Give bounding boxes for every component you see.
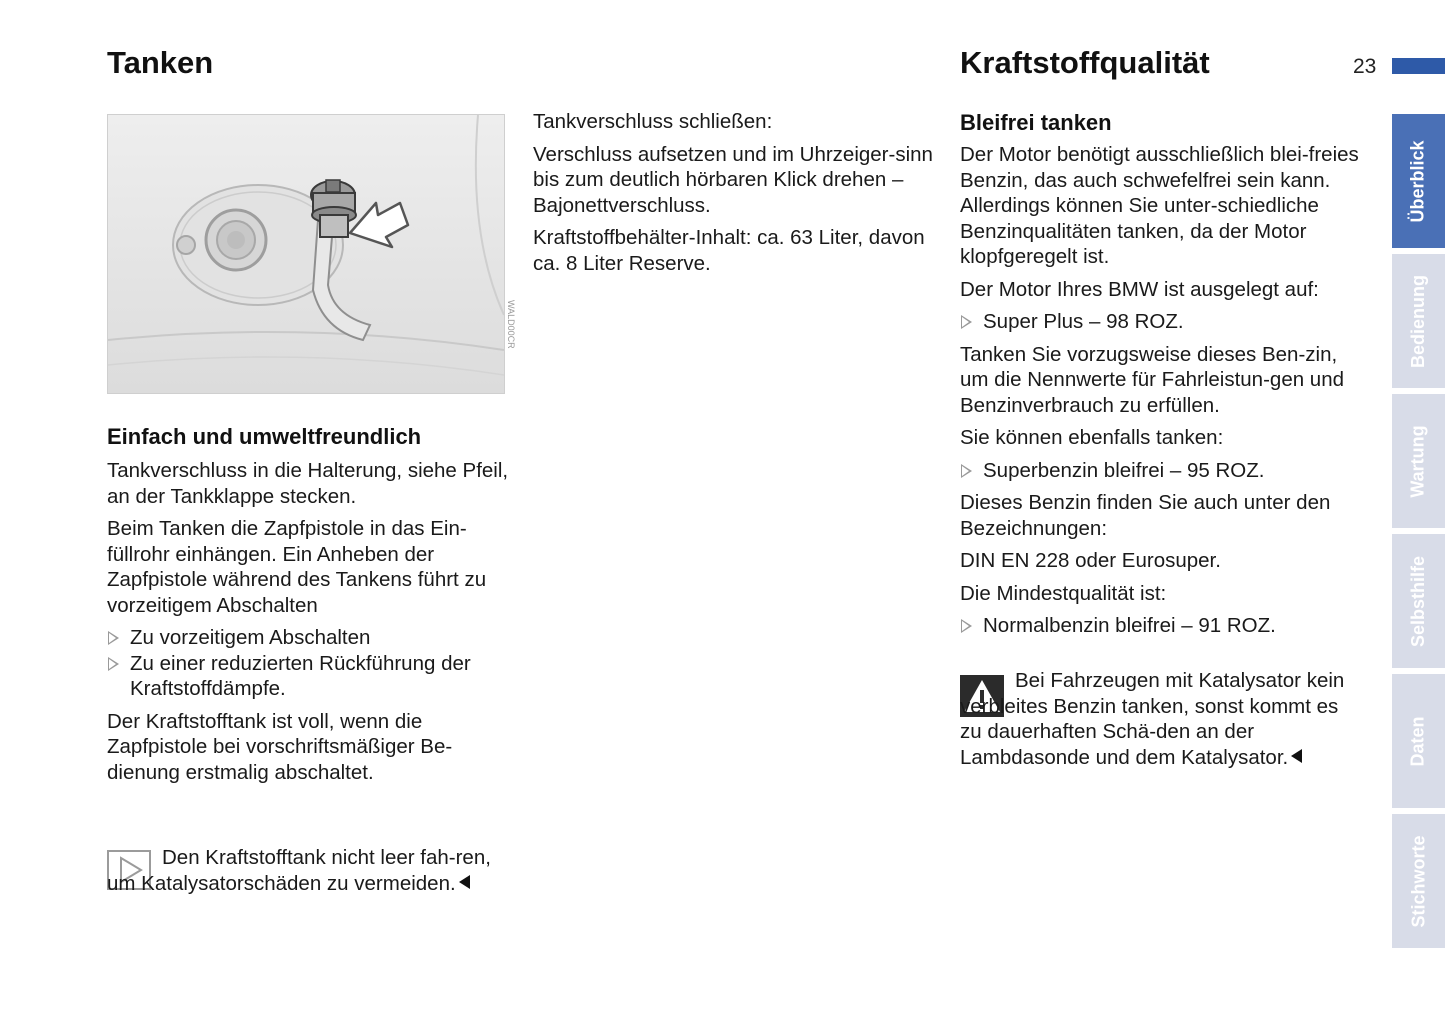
end-mark-icon: [1291, 749, 1302, 763]
list-item: Zu einer reduzierten Rückführung der Kraftstoffdämpfe.: [107, 651, 517, 702]
bullet-triangle-icon: [961, 464, 972, 478]
page-number-bar: [1392, 58, 1445, 74]
left-paragraph-1: Tankverschluss in die Halterung, siehe Pfeil, an der Tankklappe stecken.: [107, 459, 509, 508]
end-mark-icon: [459, 875, 470, 889]
list-item: Normalbenzin bleifrei – 91 ROZ.: [960, 613, 1370, 639]
left-paragraph-3: Der Kraftstofftank ist voll, wenn die Zapfpistole bei vorschriftsmäßiger Be-dienung erstmalig abschaltet.: [107, 709, 453, 784]
tab-stichworte[interactable]: Stichworte: [1392, 814, 1445, 948]
fuel-cap-holder-illustration-icon: [108, 115, 504, 393]
tab-daten[interactable]: Daten: [1392, 674, 1445, 808]
section-heading-einfach: Einfach und umweltfreundlich: [107, 424, 422, 449]
right-paragraph-5: Dieses Benzin finden Sie auch unter den Bezeichnungen:: [960, 491, 1331, 540]
note-text: Den Kraftstofftank nicht leer fah-ren, um Katalysatorschäden zu vermeiden.: [107, 846, 491, 895]
list-item: Zu vorzeitigem Abschalten: [107, 625, 517, 651]
right-paragraph-2: Der Motor Ihres BMW ist ausgelegt auf:: [960, 277, 1319, 301]
middle-paragraph-2: Verschluss aufsetzen und im Uhrzeiger-sinn bis zum deutlich hörbaren Klick drehen – Bajonettverschluss.: [533, 142, 933, 217]
note-block: [107, 845, 507, 896]
left-column: [107, 424, 517, 792]
list-item: Superbenzin bleifrei – 95 ROZ.: [960, 458, 1370, 484]
bullet-triangle-icon: [108, 657, 119, 671]
right-paragraph-4: Sie können ebenfalls tanken:: [960, 426, 1224, 449]
tab-ueberblick[interactable]: Überblick: [1392, 114, 1445, 248]
right-paragraph-1: Der Motor benötigt ausschließlich blei-freies Benzin, das auch schwefelfrei sein kann. Allerdings können Sie unter-schiedliche Benzinqualitäten tanken, da der Motor klopfgeregelt ist.: [960, 143, 1359, 268]
bullet-triangle-icon: [108, 631, 119, 645]
page-title-left: Tanken: [107, 45, 214, 80]
figure-code: WALD00CR: [506, 300, 516, 349]
left-bullet-list: [107, 625, 517, 702]
list-item: Super Plus – 98 ROZ.: [960, 309, 1370, 335]
right-paragraph-7: Die Mindestqualität ist:: [960, 581, 1167, 605]
warning-block: [960, 668, 1360, 770]
page-title-right: Kraftstoffqualität: [960, 45, 1210, 80]
right-paragraph-6: DIN EN 228 oder Eurosuper.: [960, 549, 1221, 572]
section-heading-bleifrei: Bleifrei tanken: [960, 110, 1112, 135]
warning-text: Bei Fahrzeugen mit Katalysator kein verbleites Benzin tanken, sonst kommt es zu dauerhaften Schä-den an der Lambdasonde und dem Katalysator.: [960, 669, 1345, 769]
bullet-triangle-icon: [961, 315, 972, 329]
page-number: 23: [1353, 55, 1377, 78]
middle-paragraph-3: Kraftstoffbehälter-Inhalt: ca. 63 Liter, davon ca. 8 Liter Reserve.: [533, 226, 925, 275]
bullet-triangle-icon: [961, 619, 972, 633]
fuel-cap-figure: [107, 114, 505, 394]
right-column: [960, 110, 1370, 646]
tab-wartung[interactable]: Wartung: [1392, 394, 1445, 528]
middle-column: [533, 109, 948, 283]
right-paragraph-3: Tanken Sie vorzugsweise dieses Ben-zin, um die Nennwerte für Fahrleistun-gen und Benzinverbrauch zu erfüllen.: [960, 342, 1345, 417]
middle-paragraph-1: Tankverschluss schließen:: [533, 110, 773, 133]
tab-bedienung[interactable]: Bedienung: [1392, 254, 1445, 388]
left-paragraph-2: Beim Tanken die Zapfpistole in das Ein-füllrohr einhängen. Ein Anheben der Zapfpistole während des Tankens führt zu vorzeitigem Abschalten: [107, 517, 487, 617]
tab-selbsthilfe[interactable]: Selbsthilfe: [1392, 534, 1445, 668]
